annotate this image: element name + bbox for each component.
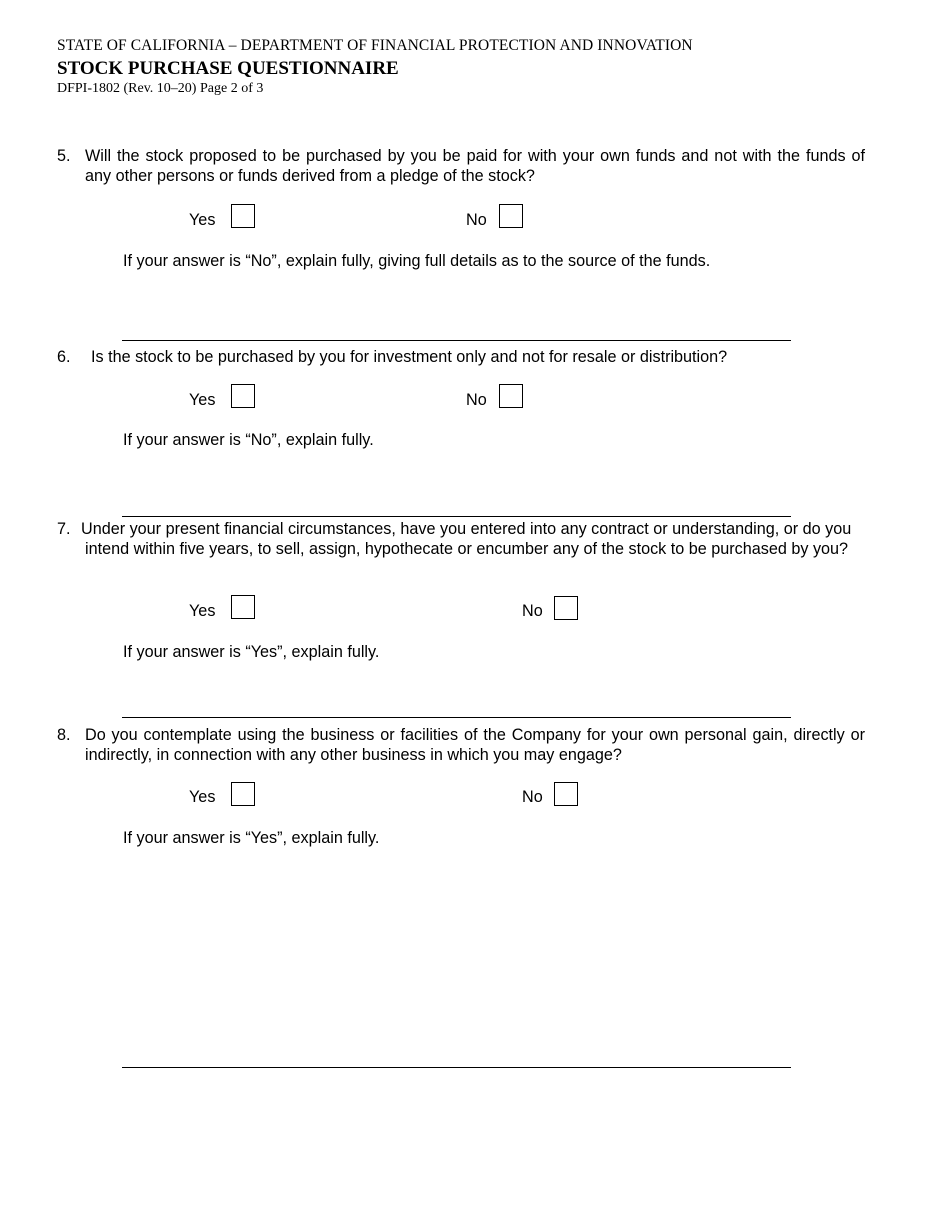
q6-explain-instruction: If your answer is “No”, explain fully.	[123, 431, 374, 449]
q5-explain-instruction: If your answer is “No”, explain fully, giving full details as to the source of the funds.	[123, 252, 711, 270]
q5-yes-label: Yes	[189, 211, 216, 229]
question-7	[57, 519, 865, 559]
q6-no-label: No	[466, 391, 487, 409]
q8-yes-label: Yes	[189, 788, 216, 806]
q5-yes-checkbox[interactable]	[231, 204, 255, 228]
q5-no-label: No	[466, 211, 487, 229]
question-text: Under your present financial circumstances, have you entered into any contract or understanding, or do you intend within five years, to sell, assign, hypothecate or encumber any of the stock to be purchased by you?	[81, 520, 852, 558]
q7-no-label: No	[522, 602, 543, 620]
q5-no-checkbox[interactable]	[499, 204, 523, 228]
q8-answer-line[interactable]	[122, 1067, 791, 1068]
question-text: Do you contemplate using the business or facilities of the Company for your own personal gain, directly or indirectly, in connection with any other business in which you may engage?	[85, 726, 865, 764]
q8-no-label: No	[522, 788, 543, 806]
question-number: 7.	[57, 520, 71, 538]
question-number: 8.	[57, 726, 71, 744]
question-number: 5.	[57, 147, 71, 165]
q5-answer-line[interactable]	[122, 340, 791, 341]
q7-answer-line[interactable]	[122, 717, 791, 718]
form-number: DFPI-1802 (Rev. 10–20) Page 2 of 3	[57, 81, 264, 96]
q6-no-checkbox[interactable]	[499, 384, 523, 408]
q8-yes-checkbox[interactable]	[231, 782, 255, 806]
question-5	[57, 146, 865, 186]
question-text: Will the stock proposed to be purchased by you be paid for with your own funds and not with the funds of any other persons or funds derived from a pledge of the stock?	[85, 147, 865, 185]
q6-yes-checkbox[interactable]	[231, 384, 255, 408]
q6-yes-label: Yes	[189, 391, 216, 409]
q6-answer-line[interactable]	[122, 516, 791, 517]
q7-yes-checkbox[interactable]	[231, 595, 255, 619]
q7-explain-instruction: If your answer is “Yes”, explain fully.	[123, 643, 380, 661]
agency-header: STATE OF CALIFORNIA – DEPARTMENT OF FINANCIAL PROTECTION AND INNOVATION	[57, 37, 693, 54]
form-title: STOCK PURCHASE QUESTIONNAIRE	[57, 58, 399, 79]
q7-no-checkbox[interactable]	[554, 596, 578, 620]
q8-explain-instruction: If your answer is “Yes”, explain fully.	[123, 829, 380, 847]
q8-no-checkbox[interactable]	[554, 782, 578, 806]
question-number: 6.	[57, 348, 71, 366]
q7-yes-label: Yes	[189, 602, 216, 620]
question-8	[57, 725, 865, 765]
question-text: Is the stock to be purchased by you for investment only and not for resale or distribution?	[91, 348, 728, 366]
question-6	[57, 347, 865, 367]
